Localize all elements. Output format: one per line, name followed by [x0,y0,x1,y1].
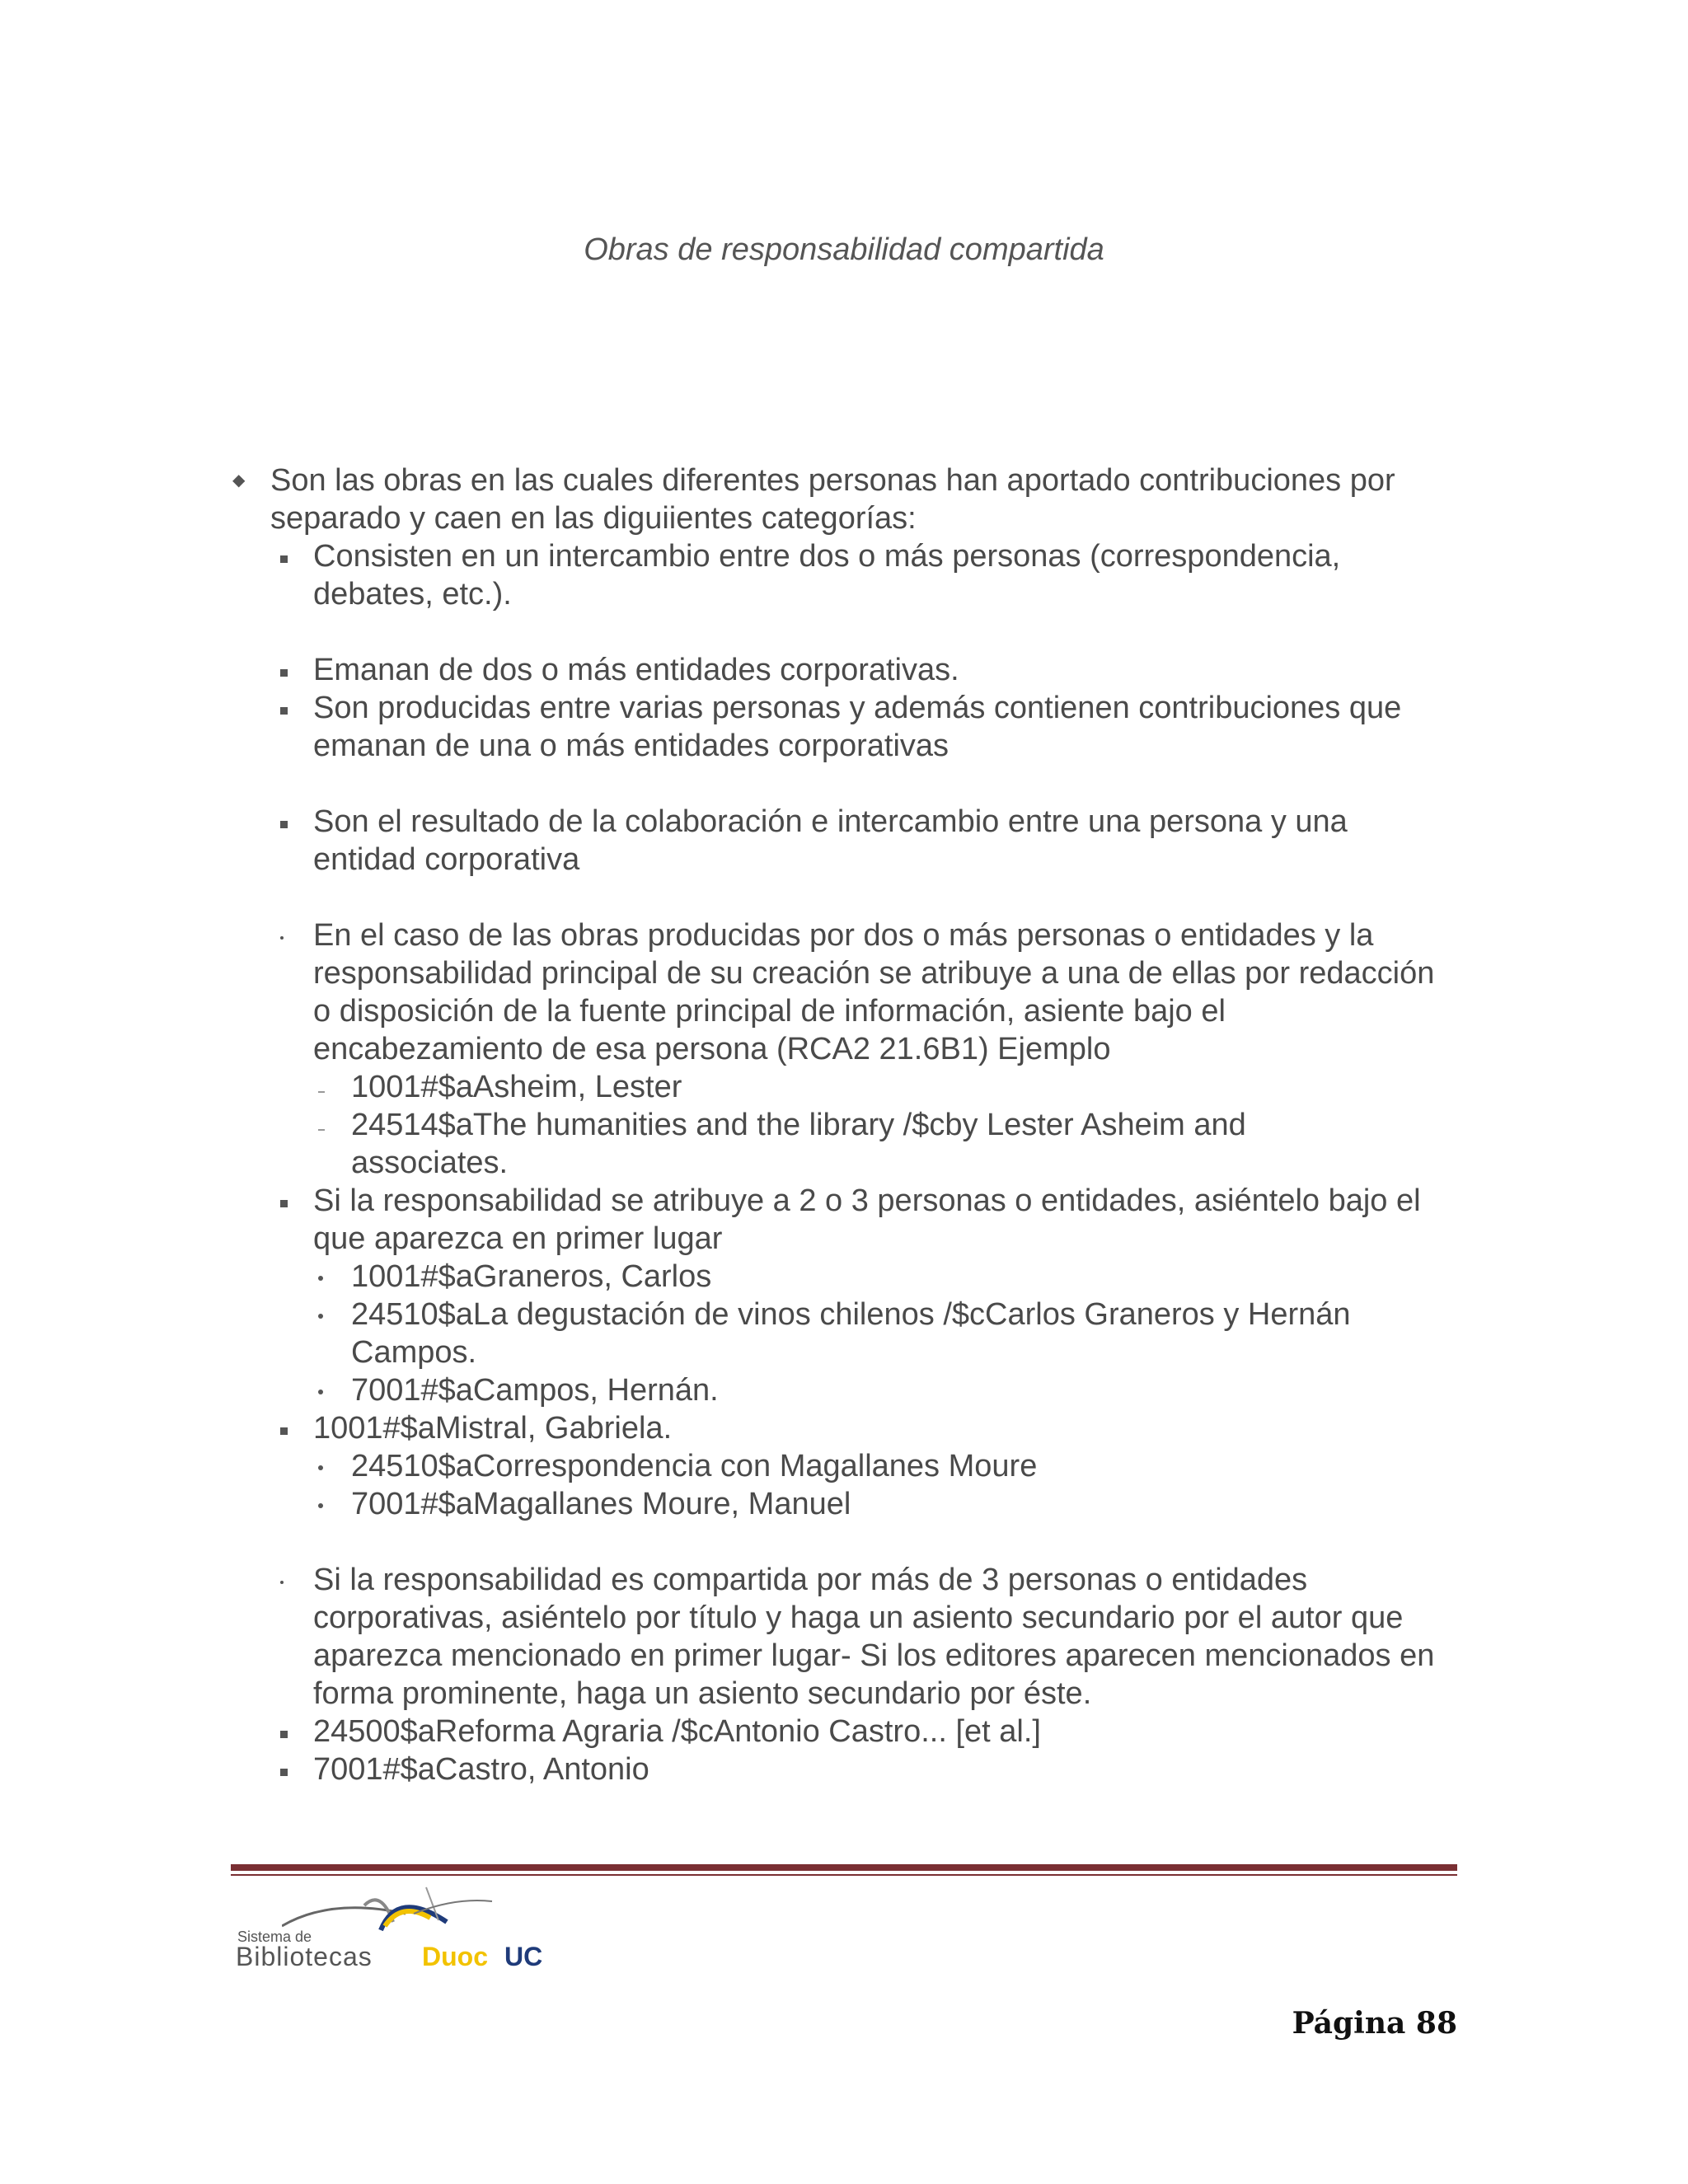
square-bullet-icon [280,555,288,563]
logo-small-text: Sistema de [237,1929,312,1945]
marc-example: 24510$aCorrespondencia con Magallanes Moure [351,1449,1038,1483]
list-item [318,1485,1423,1523]
marc-example: 7001#$aCampos, Hernán. [351,1373,719,1408]
rule-text: Si la responsabilidad se atribuye a 2 o 3 personas o entidades, asiéntelo bajo el que aparezca en primer lugar [313,1183,1421,1256]
category-text: Emanan de dos o más entidades corporativas. [313,653,959,687]
list-item [318,1258,1423,1296]
logo-brand-uc: UC [504,1942,543,1971]
swoosh-logo-icon [282,1881,496,1938]
category-text: Consisten en un intercambio entre dos o más personas (correspondencia, debates, etc.). [313,539,1341,612]
category-text: Son producidas entre varias personas y además contienen contribuciones que emanan de una o más entidades corporativas [313,691,1402,763]
list-item [280,916,1451,1068]
list-item [318,1106,1390,1182]
marc-example: 24514$aThe humanities and the library /$cby Lester Asheim and associates. [351,1108,1246,1180]
list-item [280,1713,1434,1750]
page-number: Página 88 [1292,2006,1457,2041]
marc-example: 1001#$aMistral, Gabriela. [313,1411,673,1446]
list-item [280,689,1434,765]
dot-bullet-icon [318,1314,323,1319]
list-item [232,462,1419,537]
dot-bullet-icon [280,936,284,940]
page-title: Obras de responsabilidad compartida [584,232,1104,267]
logo-brand-duoc: Duoc [422,1942,488,1971]
dot-bullet-icon [318,1390,323,1394]
footer-divider-thick [231,1864,1457,1871]
square-bullet-icon [280,821,288,828]
footer-divider-thin [231,1874,1457,1876]
marc-example: 1001#$aAsheim, Lester [351,1070,682,1104]
diamond-bullet-icon: ◆ [232,471,246,490]
marc-example: 7001#$aMagallanes Moure, Manuel [351,1487,851,1521]
dot-bullet-icon [280,1581,284,1584]
list-item [318,1296,1423,1371]
list-item [280,537,1434,613]
marc-example: 24510$aLa degustación de vinos chilenos /$cCarlos Graneros y Hernán Campos. [351,1297,1351,1370]
intro-text: Son las obras en las cuales diferentes personas han aportado contribuciones por separado y caen en las diguiientes categorías: [270,463,1395,536]
square-bullet-icon [280,1769,288,1776]
category-text: Son el resultado de la colaboración e intercambio entre una persona y una entidad corporativa [313,804,1348,877]
list-item [280,1182,1451,1258]
list-item [318,1447,1423,1485]
dot-bullet-icon [318,1276,323,1281]
list-item [280,1750,1434,1788]
marc-example: 7001#$aCastro, Antonio [313,1752,649,1787]
logo-big-text: Bibliotecas [236,1942,373,1971]
library-logo [232,1881,579,1971]
square-bullet-icon [280,707,288,715]
dash-bullet-icon [318,1129,325,1131]
dash-bullet-icon [318,1091,325,1093]
list-item [280,651,1434,689]
list-item [280,1561,1451,1713]
list-item [280,1409,1434,1447]
square-bullet-icon [280,1731,288,1738]
dot-bullet-icon [318,1465,323,1470]
marc-example: 24500$aReforma Agraria /$cAntonio Castro... [et al.] [313,1714,1041,1749]
rule-text: Si la responsabilidad es compartida por más de 3 personas o entidades corporativas, asiéntelo por título y haga un asiento secundario por el autor que aparezca mencionado en primer lugar- Si los editores aparecen mencionados en forma prominente, haga un asiento secundario por éste. [313,1563,1435,1711]
list-item [318,1371,1423,1409]
square-bullet-icon [280,1427,288,1435]
marc-example: 1001#$aGraneros, Carlos [351,1259,712,1294]
rule-text: En el caso de las obras producidas por dos o más personas o entidades y la responsabilidad principal de su creación se atribuye a una de ellas por redacción o disposición de la fuente principal de información, asiente bajo el encabezamiento de esa persona (RCA2 21.6B1) Ejemplo [313,918,1435,1066]
square-bullet-icon [280,669,288,677]
square-bullet-icon [280,1200,288,1207]
list-item [318,1068,1390,1106]
list-item [280,803,1434,879]
dot-bullet-icon [318,1503,323,1508]
